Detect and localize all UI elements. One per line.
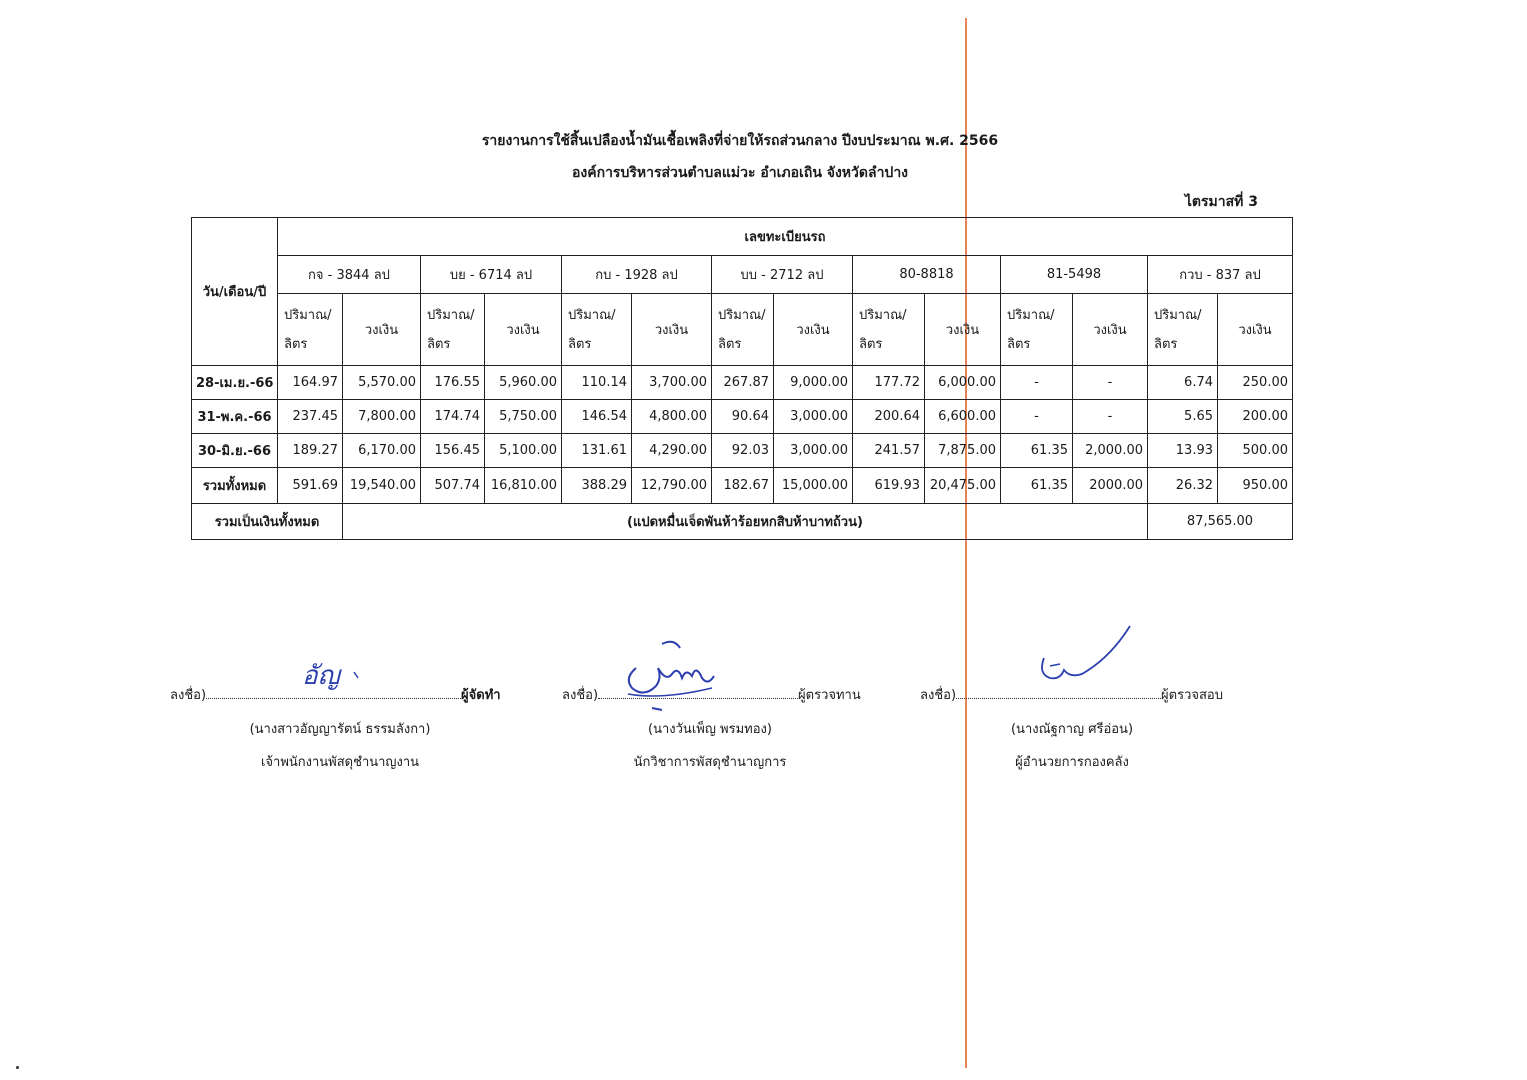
table-row [192, 434, 1293, 468]
qty-cell: 237.45 [278, 400, 343, 434]
plate-group-header: เลขทะเบียนรถ [278, 218, 1293, 256]
table-row [192, 366, 1293, 400]
qty-liters-header: ปริมาณ/ลิตร [562, 294, 632, 366]
vehicle-header: 80-8818 [853, 256, 1001, 294]
qty-cell: 26.32 [1148, 468, 1218, 504]
amount-cell: 5,960.00 [485, 366, 562, 400]
signature-2-handwriting [622, 638, 722, 718]
qty-liters-header: ปริมาณ/ลิตร [1001, 294, 1073, 366]
amount-cell: 2,000.00 [1073, 434, 1148, 468]
amount-cell: - [1073, 366, 1148, 400]
amount-header: วงเงิน [632, 294, 712, 366]
signature-1-text: อัญ [302, 661, 340, 691]
qty-cell: 591.69 [278, 468, 343, 504]
qty-cell: 146.54 [562, 400, 632, 434]
qty-cell: 6.74 [1148, 366, 1218, 400]
report-subtitle: องค์การบริหารส่วนตำบลแม่วะ อำเภอเถิน จังหวัดลำปาง [571, 165, 909, 181]
amount-header: วงเงิน [343, 294, 421, 366]
amount-cell: 6,000.00 [925, 366, 1001, 400]
total-label: รวมทั้งหมด [192, 468, 278, 504]
signature-3-handwriting [1030, 622, 1140, 692]
qty-cell: 388.29 [562, 468, 632, 504]
amount-cell: 19,540.00 [343, 468, 421, 504]
grand-total-label: รวมเป็นเงินทั้งหมด [192, 504, 343, 540]
qty-cell: 176.55 [421, 366, 485, 400]
qty-cell: 5.65 [1148, 400, 1218, 434]
qty-liters-header: ปริมาณ/ลิตร [421, 294, 485, 366]
qty-liters-header: ปริมาณ/ลิตร [1148, 294, 1218, 366]
amount-cell: 4,290.00 [632, 434, 712, 468]
amount-cell: 200.00 [1218, 400, 1293, 434]
vehicle-header: กบ - 1928 ลป [562, 256, 712, 294]
amount-cell: 16,810.00 [485, 468, 562, 504]
signature-1-position: เจ้าพนักงานพัสดุชำนาญงาน [260, 755, 420, 770]
amount-cell: 7,875.00 [925, 434, 1001, 468]
amount-cell: 6,170.00 [343, 434, 421, 468]
amount-header: วงเงิน [485, 294, 562, 366]
qty-cell: - [1001, 400, 1073, 434]
sign-label: ลงชื่อ) [562, 688, 599, 703]
vehicle-header: กจ - 3844 ลป [278, 256, 421, 294]
date-cell: 28-เม.ย.-66 [192, 366, 278, 400]
grand-total-text: (แปดหมื่นเจ็ดพันห้าร้อยหกสิบห้าบาทถ้วน) [343, 504, 1148, 540]
role-label: ผู้ตรวจสอบ [1161, 688, 1223, 703]
sign-label: ลงชื่อ) [170, 688, 207, 703]
vehicle-header-row [192, 256, 1293, 294]
amount-cell: 12,790.00 [632, 468, 712, 504]
amount-cell: 250.00 [1218, 366, 1293, 400]
date-cell: 30-มิ.ย.-66 [192, 434, 278, 468]
amount-cell: - [1073, 400, 1148, 434]
role-label: ผู้ตรวจทาน [798, 688, 861, 703]
amount-header: วงเงิน [925, 294, 1001, 366]
signature-1-line [170, 684, 501, 705]
qty-cell: 156.45 [421, 434, 485, 468]
qty-cell: 200.64 [853, 400, 925, 434]
qty-liters-header: ปริมาณ/ลิตร [278, 294, 343, 366]
signature-3-line [920, 684, 1223, 705]
amount-header: วงเงิน [774, 294, 853, 366]
total-row [192, 468, 1293, 504]
qty-cell: 241.57 [853, 434, 925, 468]
signature-2-line [562, 684, 861, 705]
qty-liters-header: ปริมาณ/ลิตร [853, 294, 925, 366]
date-cell: 31-พ.ค.-66 [192, 400, 278, 434]
fuel-usage-table [191, 217, 1293, 540]
amount-cell: 2000.00 [1073, 468, 1148, 504]
amount-header: วงเงิน [1218, 294, 1293, 366]
qty-cell: 164.97 [278, 366, 343, 400]
amount-cell: 7,800.00 [343, 400, 421, 434]
qty-cell: 174.74 [421, 400, 485, 434]
qty-cell: 619.93 [853, 468, 925, 504]
qty-cell: 110.14 [562, 366, 632, 400]
amount-cell: 500.00 [1218, 434, 1293, 468]
date-header: วัน/เดือน/ปี [192, 218, 278, 366]
grand-total-row [192, 504, 1293, 540]
amount-header: วงเงิน [1073, 294, 1148, 366]
column-subheader-row [192, 294, 1293, 366]
qty-cell: 90.64 [712, 400, 774, 434]
amount-cell: 5,750.00 [485, 400, 562, 434]
signature-3-position: ผู้อำนวยการกองคลัง [1015, 755, 1129, 770]
qty-cell: 182.67 [712, 468, 774, 504]
amount-cell: 950.00 [1218, 468, 1293, 504]
role-label: ผู้จัดทำ [461, 688, 501, 703]
qty-cell: 61.35 [1001, 468, 1073, 504]
grand-total-amount: 87,565.00 [1148, 504, 1293, 540]
qty-cell: 177.72 [853, 366, 925, 400]
amount-cell: 9,000.00 [774, 366, 853, 400]
qty-cell: 13.93 [1148, 434, 1218, 468]
qty-cell: 131.61 [562, 434, 632, 468]
table-row [192, 400, 1293, 434]
amount-cell: 20,475.00 [925, 468, 1001, 504]
dotted-line [598, 686, 798, 699]
amount-cell: 5,100.00 [485, 434, 562, 468]
amount-cell: 3,700.00 [632, 366, 712, 400]
signature-2-position: นักวิชาการพัสดุชำนาญการ [633, 755, 787, 770]
amount-cell: 15,000.00 [774, 468, 853, 504]
qty-cell: - [1001, 366, 1073, 400]
qty-cell: 189.27 [278, 434, 343, 468]
vehicle-header: บย - 6714 ลป [421, 256, 562, 294]
amount-cell: 3,000.00 [774, 434, 853, 468]
qty-cell: 267.87 [712, 366, 774, 400]
vehicle-header: บบ - 2712 ลป [712, 256, 853, 294]
qty-cell: 92.03 [712, 434, 774, 468]
qty-cell: 61.35 [1001, 434, 1073, 468]
dotted-line [956, 686, 1161, 699]
amount-cell: 4,800.00 [632, 400, 712, 434]
dotted-line [206, 686, 461, 699]
amount-cell: 6,600.00 [925, 400, 1001, 434]
amount-cell: 3,000.00 [774, 400, 853, 434]
qty-liters-header: ปริมาณ/ลิตร [712, 294, 774, 366]
signature-3-name: (นางณัฐกาญ ศรีอ่อน) [1010, 722, 1134, 737]
header-row-group [192, 218, 1293, 256]
vehicle-header: 81-5498 [1001, 256, 1148, 294]
sign-label: ลงชื่อ) [920, 688, 957, 703]
vehicle-header: กวบ - 837 ลป [1148, 256, 1293, 294]
report-title: รายงานการใช้สิ้นเปลืองน้ำมันเชื้อเพลิงที่จ่ายให้รถส่วนกลาง ปีงบประมาณ พ.ศ. 2566 [481, 133, 999, 149]
qty-cell: 507.74 [421, 468, 485, 504]
signature-1-name: (นางสาวอัญญารัตน์ ธรรมลังกา) [249, 722, 431, 737]
amount-cell: 5,570.00 [343, 366, 421, 400]
scan-speck [16, 1066, 19, 1069]
signature-2-name: (นางวันเพ็ญ พรมทอง) [648, 722, 772, 737]
quarter-label: ไตรมาสที่ 3 [1184, 194, 1258, 210]
